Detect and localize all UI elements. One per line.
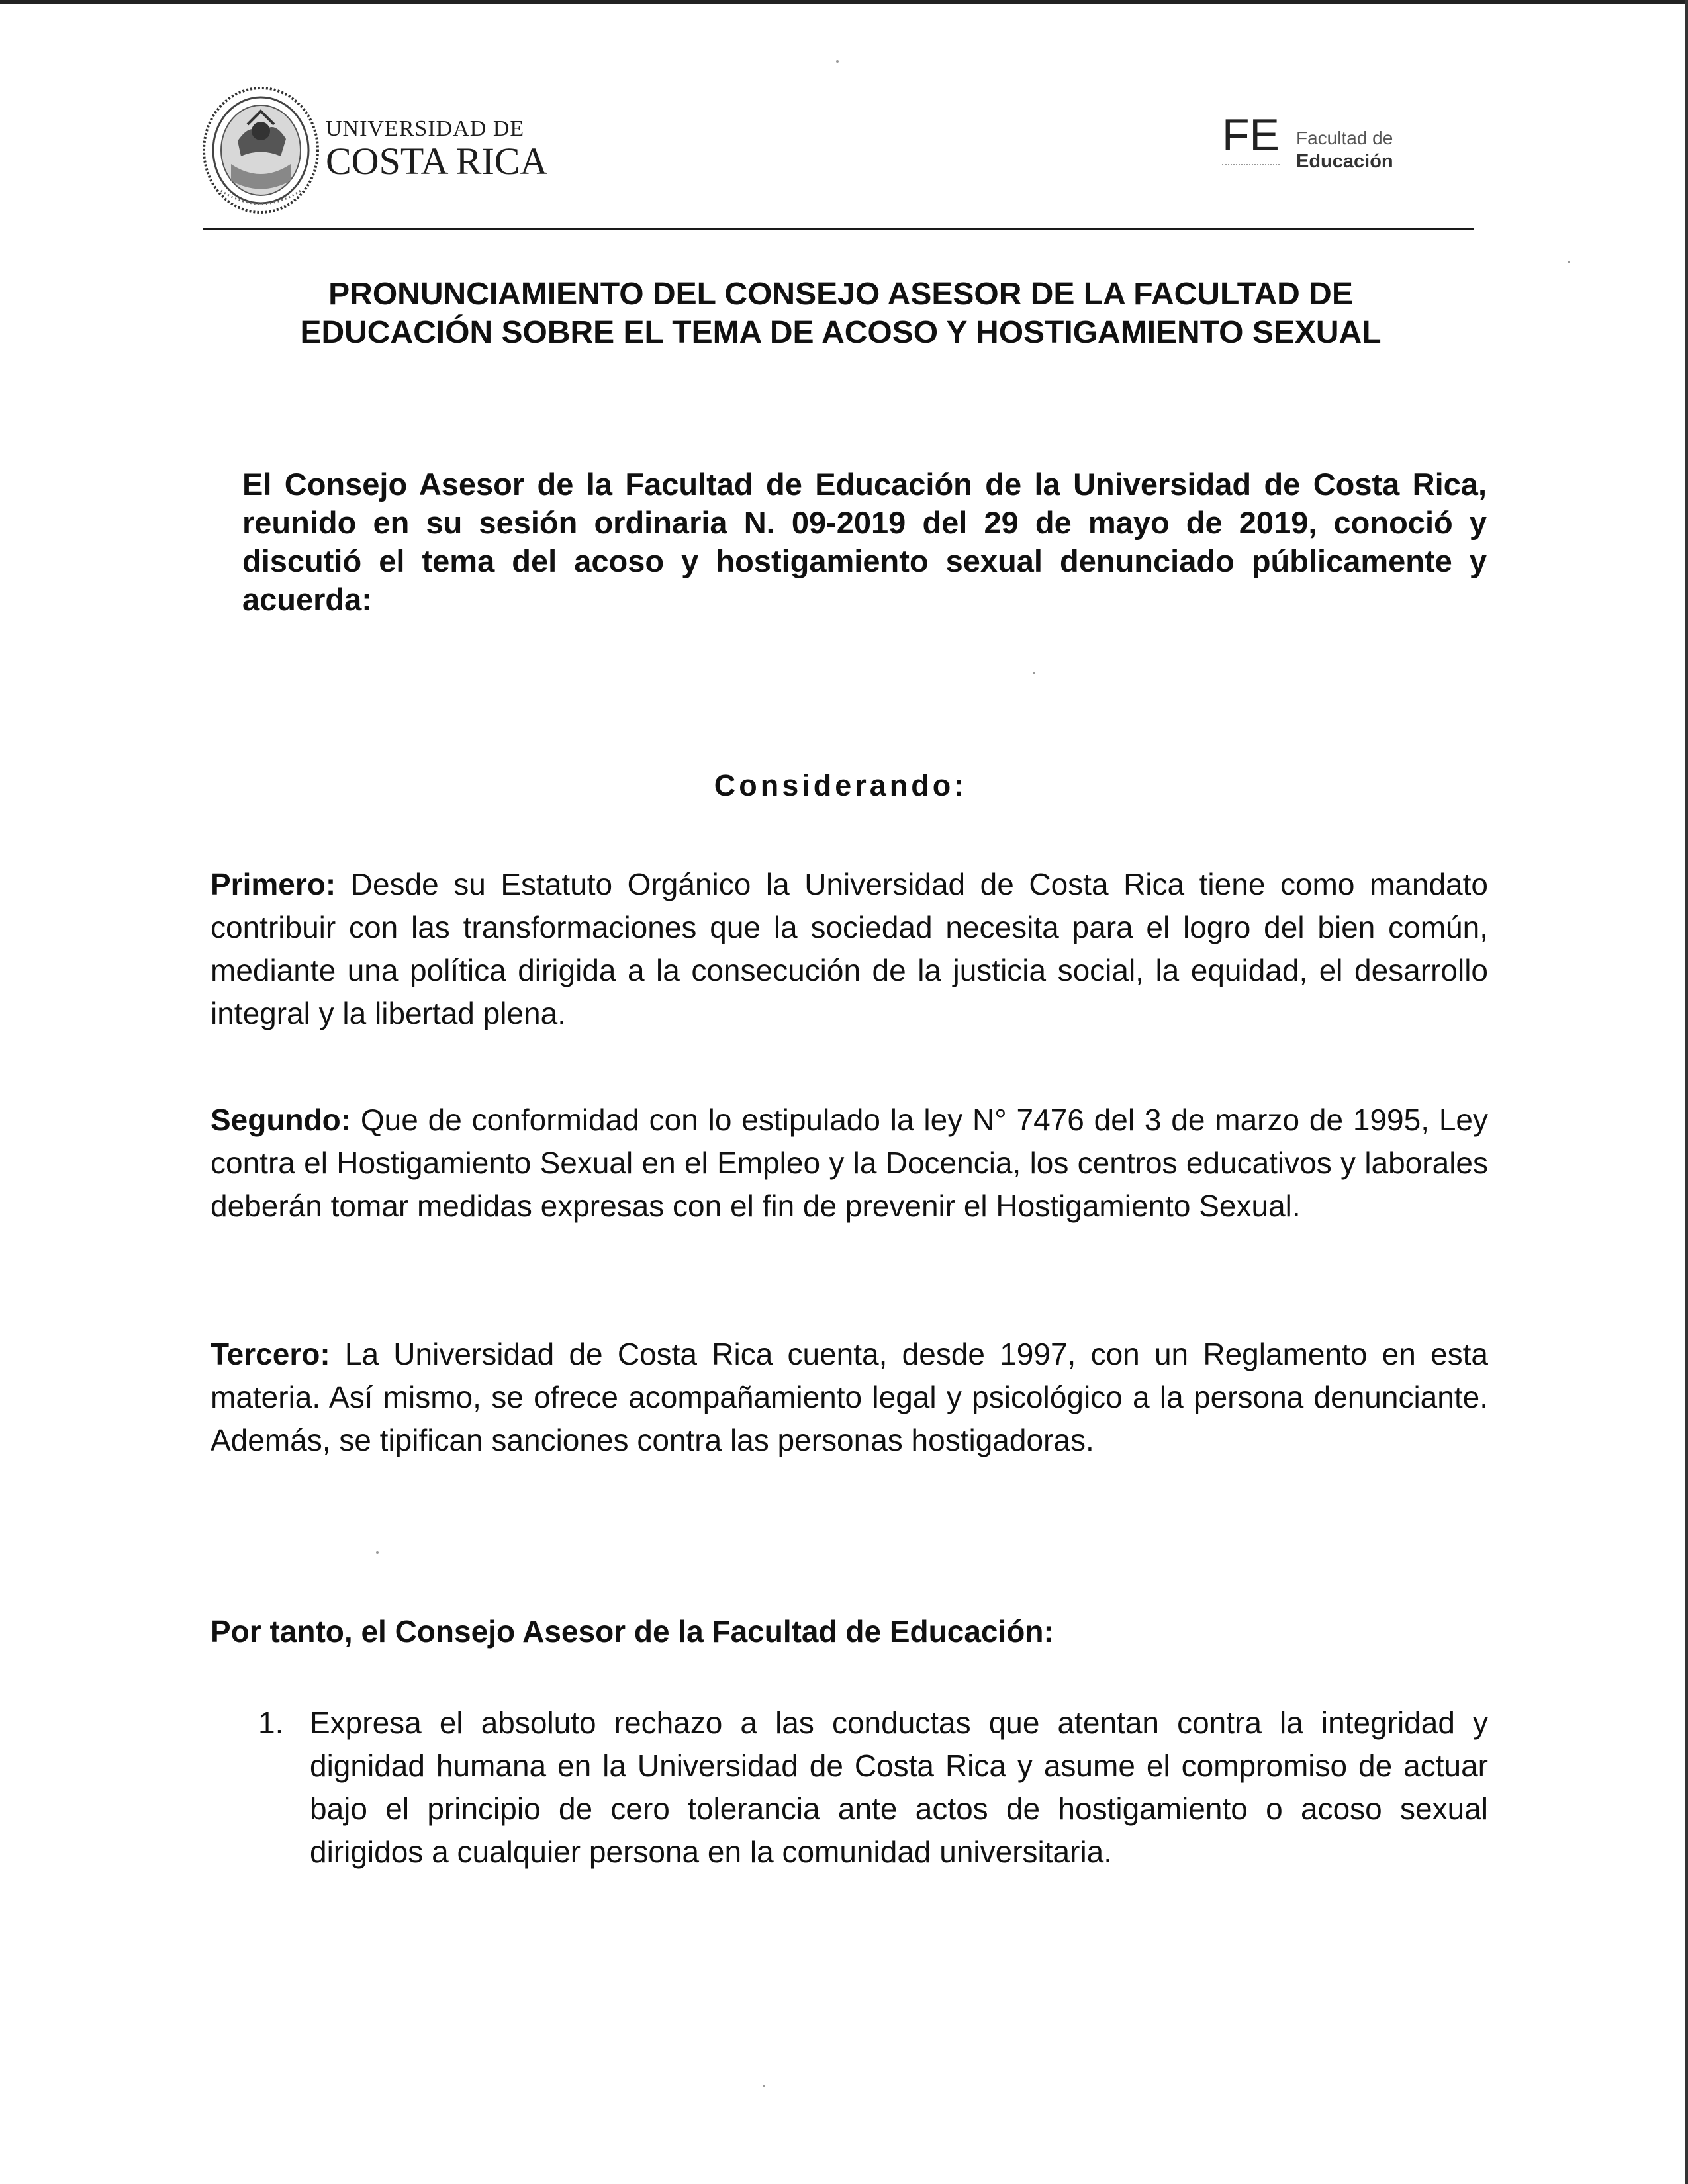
scan-speck <box>1033 672 1035 674</box>
scan-speck <box>763 2085 765 2087</box>
scan-speck <box>836 60 839 63</box>
faculty-name-line2: Educación <box>1296 151 1393 172</box>
scan-speck <box>376 1551 379 1554</box>
document-title-line2: EDUCACIÓN SOBRE EL TEMA DE ACOSO Y HOSTIGAMIENTO SEXUAL <box>300 315 1382 350</box>
considerando-label: Tercero: <box>211 1337 330 1371</box>
considerando-heading: Considerando: <box>714 768 968 802</box>
por-tanto-heading: Por tanto, el Consejo Asesor de la Facultad de Educación: <box>211 1614 1054 1649</box>
university-name <box>326 116 547 181</box>
considerando-label: Primero: <box>211 867 336 901</box>
considerando-text: Que de conformidad con lo estipulado la ley N° 7476 del 3 de marzo de 1995, Ley contra el Hostigamiento Sexual en el Empleo y la Docencia, los centros educativos y laborales deberán tomar medidas expresas con el fin de prevenir el Hostigamiento Sexual. <box>211 1103 1488 1223</box>
considerando-text: Desde su Estatuto Orgánico la Universidad de Costa Rica tiene como mandato contribuir con las transformaciones que la sociedad necesita para el logro del bien común, mediante una política dirigida a la consecución de la justicia social, la equidad, el desarrollo integral y la libertad plena. <box>211 867 1488 1030</box>
scan-edge-top <box>0 0 1688 4</box>
considerando-text: La Universidad de Costa Rica cuenta, desde 1997, con un Reglamento en esta materia. Así mismo, se ofrece acompañamiento legal y psicológico a la persona denunciante. Además, se tipifican sanciones contra las personas hostigadoras. <box>211 1337 1489 1457</box>
university-seal-icon <box>201 85 320 216</box>
acuerdo-number: 1. <box>258 1706 284 1740</box>
considerando-paragraph <box>211 1333 1488 1462</box>
considerando-paragraph <box>211 863 1488 1035</box>
faculty-name <box>1296 127 1455 173</box>
document-title-line1: PRONUNCIAMIENTO DEL CONSEJO ASESOR DE LA FACULTAD DE <box>328 277 1353 312</box>
university-name-line1: UNIVERSIDAD DE <box>326 116 525 141</box>
university-name-line2: COSTA RICA <box>326 140 548 183</box>
header-divider <box>203 228 1474 230</box>
faculty-logo <box>1222 110 1393 172</box>
acuerdo-text: Expresa el absoluto rechazo a las conductas que atentan contra la integridad y dignidad humana en la Universidad de Costa Rica y asume el compromiso de actuar bajo el principio de cero tolerancia ante actos de hostigamiento o acoso sexual dirigidos a cualquier persona en la comunidad universitaria. <box>310 1706 1488 1869</box>
document-title <box>199 275 1483 352</box>
scan-speck <box>1568 261 1570 263</box>
faculty-abbreviation: FE <box>1222 111 1280 165</box>
considerando-label: Segundo: <box>211 1103 352 1137</box>
scan-edge-right <box>1685 0 1688 2184</box>
considerando-paragraph <box>211 1099 1488 1228</box>
faculty-name-line1: Facultad de <box>1296 128 1393 148</box>
intro-paragraph: El Consejo Asesor de la Facultad de Educación de la Universidad de Costa Rica, reunido en su sesión ordinaria N. 09-2019 del 29 de mayo de 2019, conoció y discutió el tema del acoso y hostigamiento sexual denunciado públicamente y acuerda: <box>242 467 1487 617</box>
